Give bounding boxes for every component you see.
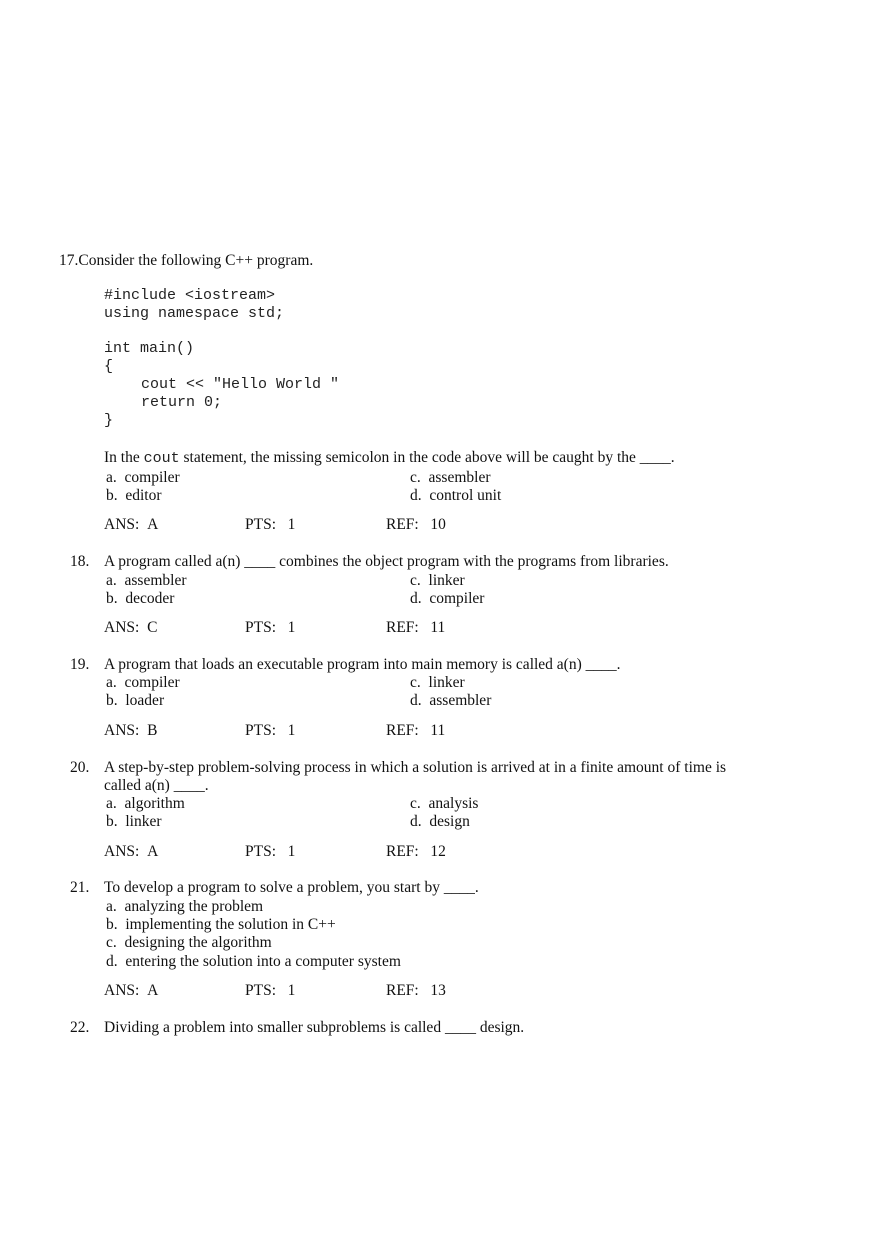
code-line: cout << "Hello World " — [141, 376, 340, 393]
option-b: b. decoder — [106, 590, 175, 607]
answer-pts: PTS: 1 — [245, 982, 296, 999]
option-a: a. analyzing the problem — [106, 898, 264, 915]
answer-ref: REF: 13 — [386, 982, 446, 999]
option-c: c. linker — [410, 674, 465, 691]
code-line: #include <iostream> — [104, 287, 276, 304]
question-number: 20. — [70, 759, 90, 776]
option-d: d. entering the solution into a computer system — [106, 953, 401, 970]
answer-pts: PTS: 1 — [245, 722, 296, 739]
code-line: { — [104, 358, 114, 375]
option-c: c. analysis — [410, 795, 479, 812]
option-c: c. designing the algorithm — [106, 934, 272, 951]
option-b: b. loader — [106, 692, 165, 709]
question-stem: A program that loads an executable program into main memory is called a(n) ____. — [104, 656, 621, 673]
option-d: d. design — [410, 813, 470, 830]
question-number: 22. — [70, 1019, 90, 1036]
answer-pts: PTS: 1 — [245, 843, 296, 860]
answer-ans: ANS: A — [104, 516, 159, 533]
answer-ans: ANS: A — [104, 982, 159, 999]
question-stem: A step-by-step problem-solving process in which a solution is arrived at in a finite amount of time is — [104, 759, 727, 776]
answer-ref: REF: 10 — [386, 516, 446, 533]
option-b: b. editor — [106, 487, 162, 504]
answer-ans: ANS: B — [104, 722, 158, 739]
option-a: a. algorithm — [106, 795, 185, 812]
inline-code: cout — [143, 450, 180, 467]
code-line: int main() — [104, 340, 195, 357]
option-a: a. assembler — [106, 572, 187, 589]
code-line: using namespace std; — [104, 305, 285, 322]
question-number: 18. — [70, 553, 90, 570]
question-17 — [59, 252, 313, 270]
question-number: 19. — [70, 656, 90, 673]
answer-ans: ANS: C — [104, 619, 158, 636]
option-d: d. control unit — [410, 487, 502, 504]
answer-pts: PTS: 1 — [245, 516, 296, 533]
option-d: d. compiler — [410, 590, 485, 607]
code-line: } — [104, 412, 114, 429]
question-stem: To develop a program to solve a problem, you start by ____. — [104, 879, 479, 896]
question-number: 17. — [59, 252, 79, 269]
question-stem: A program called a(n) ____ combines the object program with the programs from libraries. — [104, 553, 669, 570]
option-b: b. linker — [106, 813, 162, 830]
answer-ans: ANS: A — [104, 843, 159, 860]
option-a: a. compiler — [106, 674, 180, 691]
option-a: a. compiler — [106, 469, 180, 486]
question-number: 21. — [70, 879, 90, 896]
question-stem-cont: called a(n) ____. — [104, 777, 209, 794]
option-c: c. assembler — [410, 469, 491, 486]
answer-ref: REF: 11 — [386, 619, 446, 636]
option-b: b. implementing the solution in C++ — [106, 916, 336, 933]
code-line: return 0; — [141, 394, 223, 411]
question-prompt: In the cout statement, the missing semicolon in the code above will be caught by the ____. — [104, 449, 675, 467]
question-stem: Dividing a problem into smaller subproblems is called ____ design. — [104, 1019, 525, 1036]
option-c: c. linker — [410, 572, 465, 589]
option-d: d. assembler — [410, 692, 492, 709]
answer-ref: REF: 12 — [386, 843, 446, 860]
answer-ref: REF: 11 — [386, 722, 446, 739]
answer-pts: PTS: 1 — [245, 619, 296, 636]
question-stem: Consider the following C++ program. — [78, 252, 314, 269]
